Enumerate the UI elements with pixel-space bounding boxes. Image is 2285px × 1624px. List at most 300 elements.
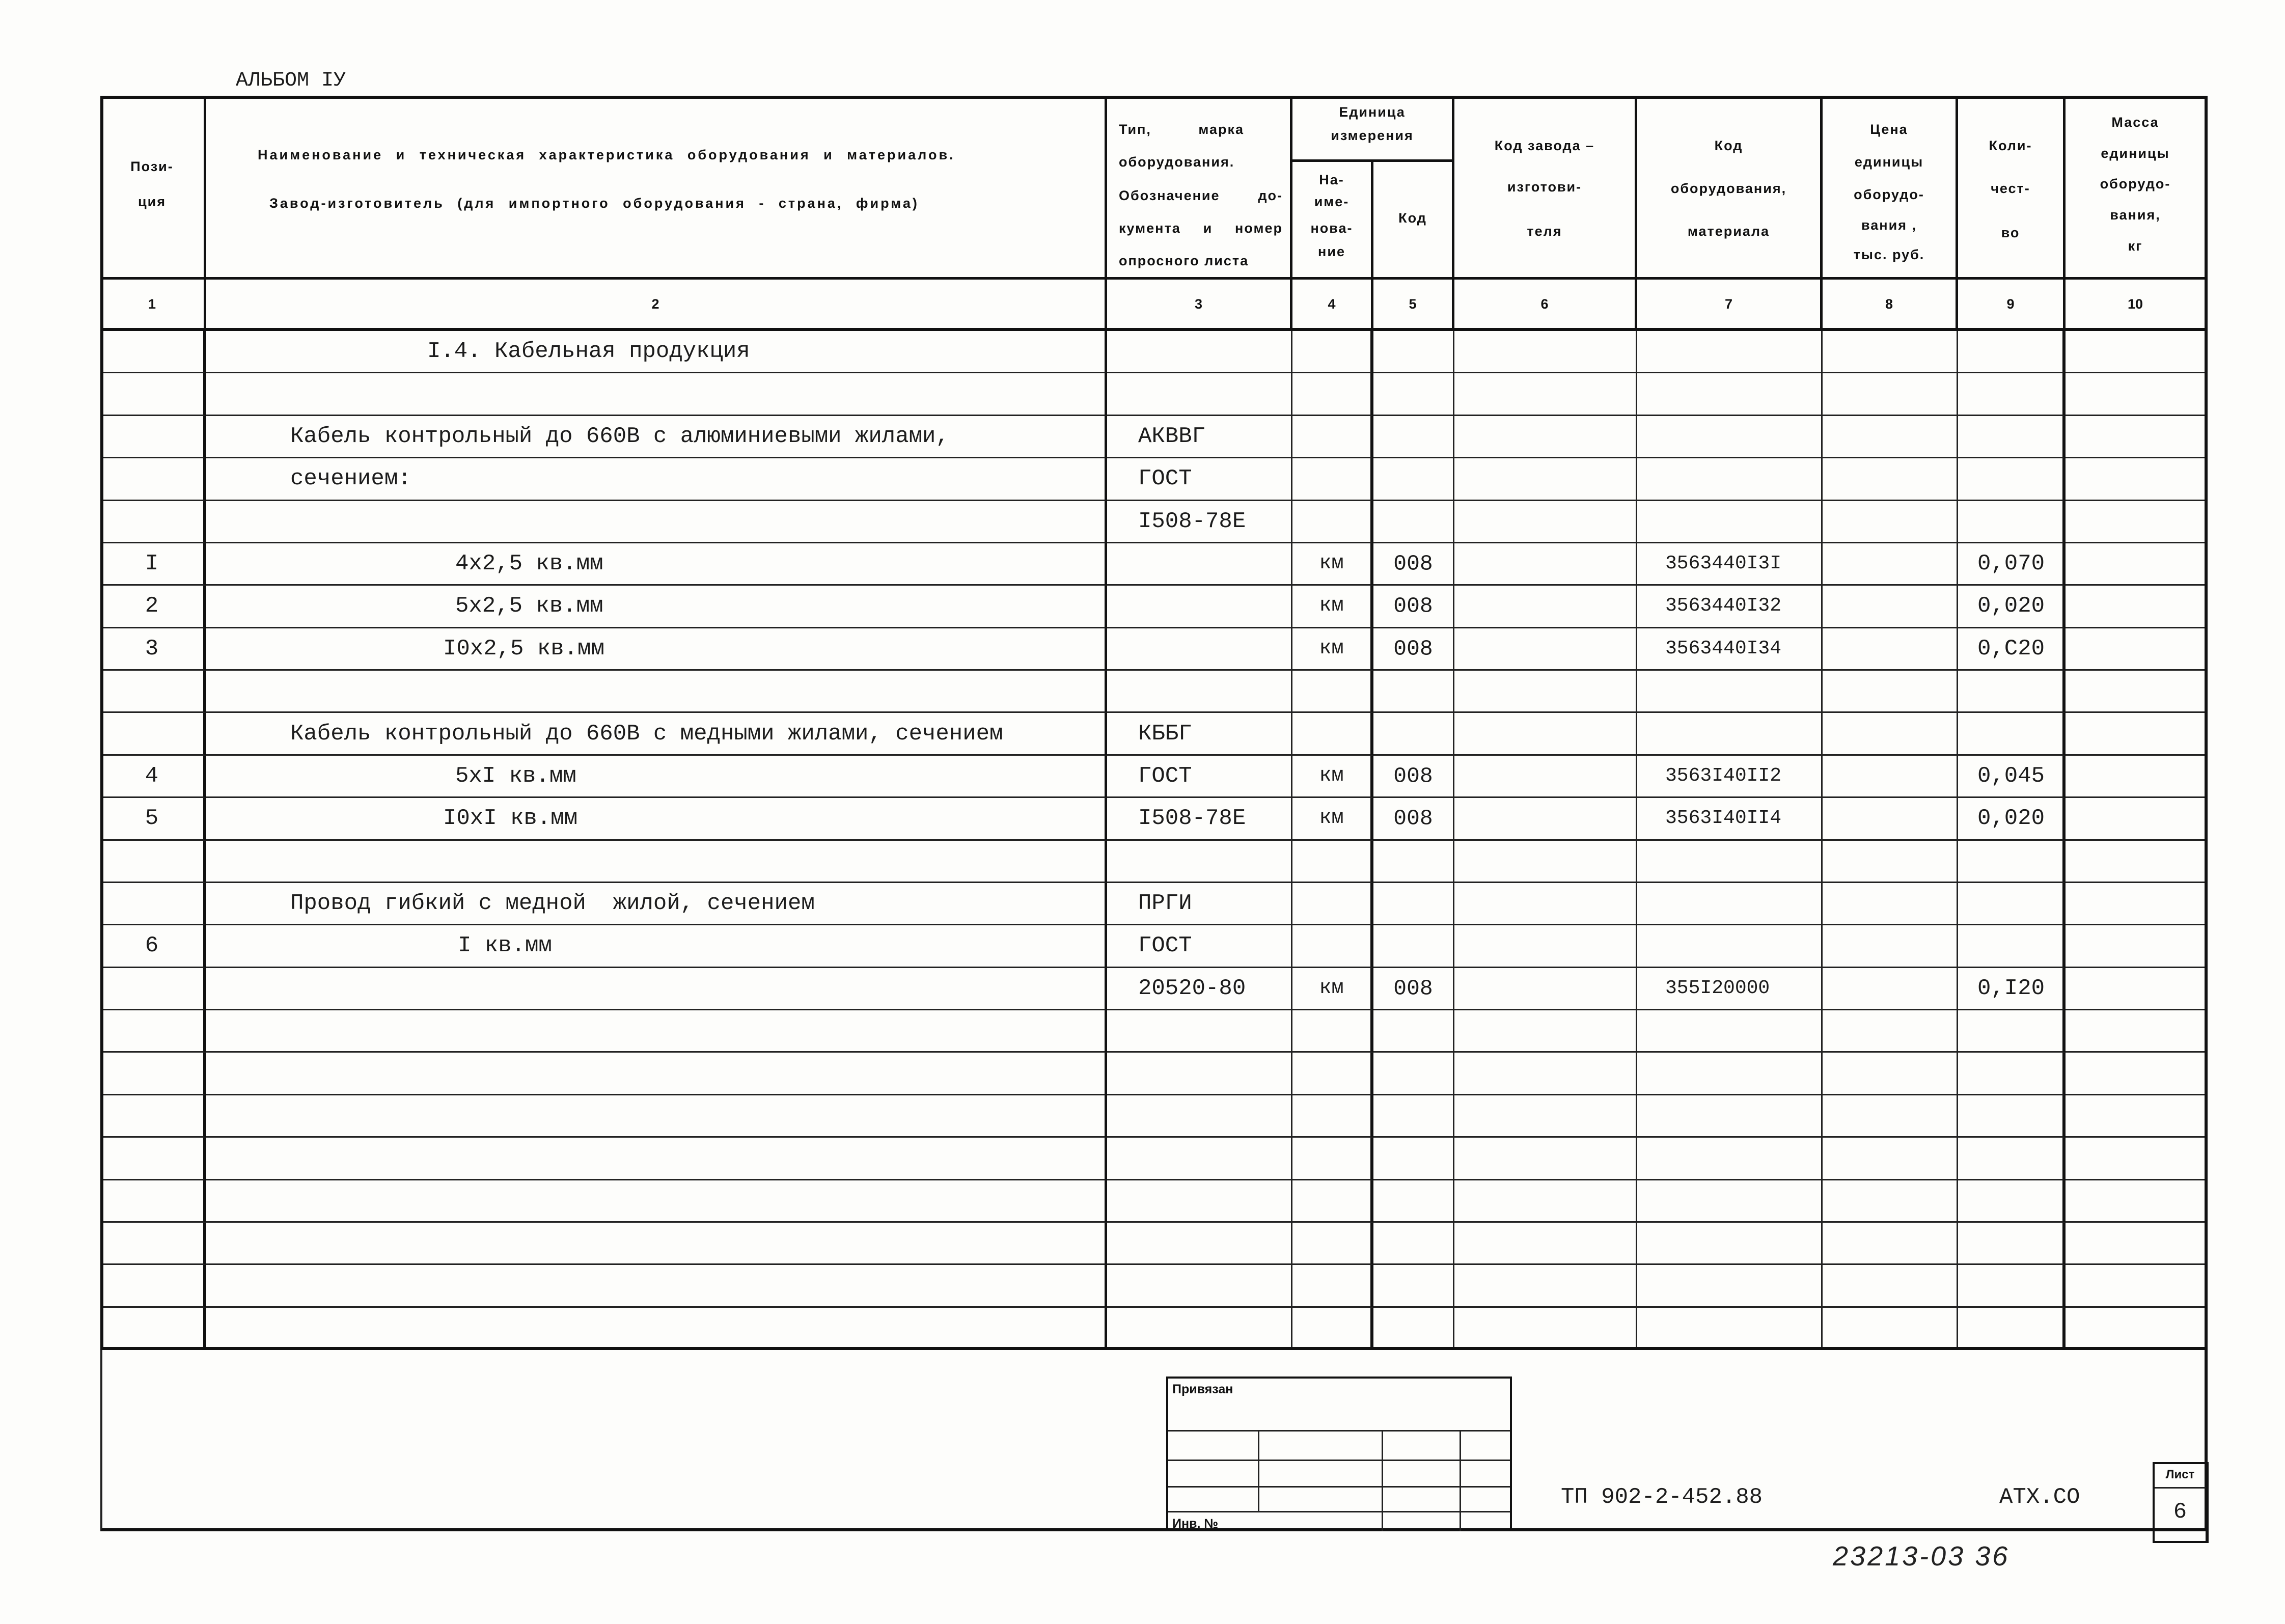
header-name: [206, 96, 1107, 280]
cell-position: [100, 925, 206, 968]
cell-item-code: [1637, 671, 1823, 713]
cell-unit-code: [1373, 841, 1454, 883]
unit-code-text: 008: [1393, 636, 1433, 662]
position-text: 2: [145, 593, 159, 619]
table-row: [100, 1138, 2208, 1180]
position-text: 5: [145, 806, 159, 832]
cell-quantity: [1958, 458, 2066, 501]
position-text: 3: [145, 636, 159, 662]
cell-unit-code: [1373, 1180, 1454, 1223]
cell-unit-code: [1373, 628, 1454, 671]
cell-position: [100, 968, 206, 1010]
cell-plant-code: [1454, 373, 1637, 416]
cell-position: [100, 331, 206, 373]
cell-mass: [2066, 501, 2208, 543]
cell-plant-code: [1454, 331, 1637, 373]
cell-price: [1823, 416, 1958, 458]
cell-position: [100, 883, 206, 925]
cell-plant-code: [1454, 798, 1637, 840]
cell-name: [206, 841, 1107, 883]
cell-plant-code: [1454, 756, 1637, 798]
header-quantity: [1958, 96, 2066, 280]
cell-mass: [2066, 925, 2208, 968]
cell-unit-code: [1373, 1308, 1454, 1350]
cell-quantity: [1958, 671, 2066, 713]
column-number: 1: [148, 296, 156, 312]
position-text: 4: [145, 763, 159, 789]
cell-item-code: [1637, 968, 1823, 1010]
cell-mass: [2066, 1265, 2208, 1307]
cell-plant-code: [1454, 1010, 1637, 1053]
cell-position: [100, 713, 206, 755]
cell-quantity: [1958, 586, 2066, 628]
cell-unit-name: [1292, 713, 1373, 755]
cell-mass: [2066, 968, 2208, 1010]
name-text: I.4. Кабельная продукция: [427, 339, 750, 365]
cell-quantity: [1958, 501, 2066, 543]
header-mass: [2066, 96, 2208, 280]
cell-plant-code: [1454, 1095, 1637, 1138]
divider: [1460, 1430, 1461, 1531]
cell-plant-code: [1454, 416, 1637, 458]
cell-item-code: [1637, 1265, 1823, 1307]
item-code-text: 3563I40II4: [1665, 807, 1782, 830]
cell-mass: [2066, 1010, 2208, 1053]
table-row: [100, 1053, 2208, 1095]
cell-mass: [2066, 1223, 2208, 1265]
table-row: [100, 1308, 2208, 1350]
table-row: [100, 458, 2208, 501]
header-unit-code-line: Код: [1398, 210, 1427, 226]
cell-unit-code: [1373, 798, 1454, 840]
cell-unit-name: [1292, 841, 1373, 883]
header-type-line: оборудования.: [1119, 154, 1235, 170]
cell-type: [1107, 925, 1292, 968]
header-unit-name-line: име-: [1314, 194, 1350, 209]
cell-unit-code: [1373, 756, 1454, 798]
cell-mass: [2066, 671, 2208, 713]
column-number-cell: [1107, 280, 1292, 331]
quantity-text: 0,C20: [1977, 636, 2045, 662]
column-number: 10: [2127, 296, 2143, 312]
cell-item-code: [1637, 925, 1823, 968]
cell-name: [206, 1180, 1107, 1223]
cell-plant-code: [1454, 501, 1637, 543]
column-number: 9: [2006, 296, 2015, 312]
cell-plant-code: [1454, 1308, 1637, 1350]
cell-unit-name: [1292, 543, 1373, 586]
cell-price: [1823, 1053, 1958, 1095]
cell-price: [1823, 798, 1958, 840]
table-row: [100, 925, 2208, 968]
header-quantity-line: Коли-: [1989, 138, 2032, 153]
cell-plant-code: [1454, 883, 1637, 925]
header-plant-code-line: Код завода –: [1494, 138, 1595, 153]
cell-price: [1823, 1265, 1958, 1307]
type-text: ГОСТ: [1138, 933, 1192, 959]
cell-type: [1107, 586, 1292, 628]
header-type-line: Обозначение до-: [1119, 188, 1283, 203]
header-price-line: вания ,: [1861, 217, 1917, 233]
unit-code-text: 008: [1393, 763, 1433, 789]
table-row: [100, 586, 2208, 628]
cell-type: [1107, 1010, 1292, 1053]
divider: [1382, 1430, 1383, 1531]
cell-mass: [2066, 543, 2208, 586]
sheet-code: АТХ.СО: [1999, 1484, 2080, 1510]
quantity-text: 0,I20: [1977, 975, 2045, 1001]
cell-mass: [2066, 798, 2208, 840]
cell-name: [206, 501, 1107, 543]
position-text: I: [145, 551, 159, 577]
cell-quantity: [1958, 756, 2066, 798]
cell-mass: [2066, 628, 2208, 671]
column-number: 3: [1194, 296, 1203, 312]
column-number-cell: [1292, 280, 1373, 331]
header-mass-line: кг: [2128, 238, 2143, 254]
column-number-cell: [100, 280, 206, 331]
cell-unit-name: [1292, 373, 1373, 416]
cell-item-code: [1637, 1095, 1823, 1138]
cell-name: [206, 1095, 1107, 1138]
album-label: АЛЬБОМ IУ: [236, 69, 346, 92]
name-text: I0х2,5 кв.мм: [443, 636, 604, 662]
cell-quantity: [1958, 1053, 2066, 1095]
cell-position: [100, 1010, 206, 1053]
cell-price: [1823, 501, 1958, 543]
quantity-text: 0,020: [1977, 806, 2045, 832]
cell-type: [1107, 458, 1292, 501]
divider: [1168, 1511, 1510, 1512]
cell-type: [1107, 1265, 1292, 1307]
type-text: КББГ: [1138, 721, 1192, 747]
cell-mass: [2066, 1095, 2208, 1138]
name-text: Кабель контрольный до 660В с медными жилами, сечением: [290, 721, 1003, 747]
handwritten-note: 23213-03 36: [1833, 1541, 2010, 1572]
cell-unit-code: [1373, 883, 1454, 925]
cell-unit-code: [1373, 501, 1454, 543]
unit-code-text: 008: [1393, 551, 1433, 576]
cell-quantity: [1958, 925, 2066, 968]
cell-quantity: [1958, 1265, 2066, 1307]
header-name-line: Наименование и техническая характеристика оборудования и материалов.: [258, 147, 955, 162]
header-plant-code: [1454, 96, 1637, 280]
column-number-cell: [1823, 280, 1958, 331]
cell-unit-name: [1292, 883, 1373, 925]
cell-position: [100, 798, 206, 840]
cell-unit-code: [1373, 373, 1454, 416]
cell-type: [1107, 501, 1292, 543]
cell-unit-code: [1373, 458, 1454, 501]
cell-unit-code: [1373, 968, 1454, 1010]
cell-item-code: [1637, 501, 1823, 543]
name-text: 5хI кв.мм: [455, 763, 576, 789]
header-plant-code-line: изготови-: [1507, 179, 1582, 195]
position-text: 6: [145, 933, 159, 959]
table-row: [100, 756, 2208, 798]
column-number-cell: [1958, 280, 2066, 331]
cell-position: [100, 543, 206, 586]
quantity-text: 0,020: [1977, 593, 2045, 619]
cell-price: [1823, 841, 1958, 883]
cell-unit-name: [1292, 756, 1373, 798]
cell-price: [1823, 586, 1958, 628]
cell-plant-code: [1454, 628, 1637, 671]
cell-mass: [2066, 713, 2208, 755]
header-quantity-line: во: [2001, 225, 2020, 240]
cell-type: [1107, 1095, 1292, 1138]
type-text: 20520-80: [1138, 975, 1246, 1001]
cell-unit-code: [1373, 586, 1454, 628]
cell-unit-code: [1373, 1138, 1454, 1180]
cell-quantity: [1958, 713, 2066, 755]
header-unit-line: измерения: [1331, 128, 1414, 143]
column-number: 4: [1328, 296, 1336, 312]
cell-position: [100, 1308, 206, 1350]
cell-unit-name: [1292, 1010, 1373, 1053]
table-row: [100, 713, 2208, 755]
cell-name: [206, 1308, 1107, 1350]
cell-position: [100, 373, 206, 416]
cell-unit-code: [1373, 1053, 1454, 1095]
header-type-line: опросного листа: [1119, 253, 1249, 268]
cell-position: [100, 586, 206, 628]
header-item-code-line: материала: [1687, 224, 1770, 239]
title-block: [100, 1350, 2208, 1531]
item-code-text: 3563I40II2: [1665, 764, 1782, 787]
cell-type: [1107, 373, 1292, 416]
column-number-cell: [1637, 280, 1823, 331]
cell-item-code: [1637, 1010, 1823, 1053]
item-code-text: 355I20000: [1665, 977, 1770, 999]
table-row: [100, 1095, 2208, 1138]
name-text: Кабель контрольный до 660В с алюминиевыми жилами,: [290, 423, 949, 449]
quantity-text: 0,045: [1977, 763, 2045, 789]
cell-item-code: [1637, 798, 1823, 840]
cell-name: [206, 756, 1107, 798]
header-price: [1823, 96, 1958, 280]
cell-item-code: [1637, 1223, 1823, 1265]
cell-name: [206, 925, 1107, 968]
cell-position: [100, 458, 206, 501]
cell-name: [206, 1010, 1107, 1053]
table-row: [100, 628, 2208, 671]
cell-quantity: [1958, 841, 2066, 883]
cell-name: [206, 1053, 1107, 1095]
cell-unit-name: [1292, 1095, 1373, 1138]
inventory-label: Инв. №: [1172, 1517, 1219, 1531]
divider: [1258, 1430, 1259, 1511]
item-code-text: 3563440I34: [1665, 637, 1782, 659]
cell-quantity: [1958, 968, 2066, 1010]
cell-unit-name: [1292, 1180, 1373, 1223]
cell-name: [206, 968, 1107, 1010]
column-number-cell: [1454, 280, 1637, 331]
header-manufacturer-line: Завод-изготовитель (для импортного оборудования - страна, фирма): [269, 196, 919, 211]
attached-stamp: [1166, 1377, 1512, 1531]
cell-unit-code: [1373, 331, 1454, 373]
cell-item-code: [1637, 416, 1823, 458]
cell-price: [1823, 1223, 1958, 1265]
cell-mass: [2066, 1308, 2208, 1350]
cell-price: [1823, 671, 1958, 713]
cell-price: [1823, 1308, 1958, 1350]
cell-type: [1107, 331, 1292, 373]
cell-type: [1107, 713, 1292, 755]
cell-type: [1107, 543, 1292, 586]
unit-name-text: км: [1319, 637, 1344, 660]
name-text: сечением:: [290, 466, 411, 492]
header-mass-line: вания,: [2110, 207, 2161, 223]
cell-item-code: [1637, 543, 1823, 586]
cell-quantity: [1958, 1095, 2066, 1138]
cell-plant-code: [1454, 1223, 1637, 1265]
header-unit-name-line: На-: [1319, 172, 1344, 187]
type-text: ГОСТ: [1138, 466, 1192, 492]
header-item-code: [1637, 96, 1823, 280]
cell-plant-code: [1454, 1265, 1637, 1307]
column-number-cell: [2066, 280, 2208, 331]
header-position-line: Пози-: [130, 159, 174, 174]
cell-type: [1107, 968, 1292, 1010]
cell-price: [1823, 925, 1958, 968]
cell-unit-code: [1373, 1265, 1454, 1307]
cell-plant-code: [1454, 925, 1637, 968]
cell-name: [206, 1265, 1107, 1307]
table-row: [100, 671, 2208, 713]
cell-quantity: [1958, 543, 2066, 586]
cell-unit-code: [1373, 416, 1454, 458]
cell-name: [206, 1138, 1107, 1180]
cell-unit-code: [1373, 925, 1454, 968]
sheet-box: [2153, 1462, 2209, 1543]
cell-mass: [2066, 841, 2208, 883]
cell-item-code: [1637, 883, 1823, 925]
cell-quantity: [1958, 1223, 2066, 1265]
unit-name-text: км: [1319, 807, 1344, 830]
cell-price: [1823, 968, 1958, 1010]
header-price-line: тыс. руб.: [1853, 247, 1925, 262]
cell-position: [100, 1265, 206, 1307]
cell-type: [1107, 1053, 1292, 1095]
cell-unit-name: [1292, 416, 1373, 458]
column-number-cell: [206, 280, 1107, 331]
sheet-label: Лист: [2165, 1468, 2195, 1481]
cell-plant-code: [1454, 671, 1637, 713]
column-number: 6: [1540, 296, 1549, 312]
cell-name: [206, 373, 1107, 416]
type-text: I508-78Е: [1138, 508, 1246, 534]
table-row: [100, 543, 2208, 586]
cell-quantity: [1958, 1138, 2066, 1180]
specification-table: [100, 96, 2208, 1350]
cell-item-code: [1637, 628, 1823, 671]
table-row: [100, 968, 2208, 1010]
header-unit-line: Единица: [1339, 104, 1406, 120]
cell-plant-code: [1454, 841, 1637, 883]
cell-name: [206, 543, 1107, 586]
cell-position: [100, 841, 206, 883]
header-quantity-line: чест-: [1991, 181, 2030, 196]
cell-name: [206, 798, 1107, 840]
unit-code-text: 008: [1393, 806, 1433, 831]
name-text: 5х2,5 кв.мм: [455, 593, 603, 619]
cell-type: [1107, 1180, 1292, 1223]
cell-item-code: [1637, 756, 1823, 798]
cell-plant-code: [1454, 543, 1637, 586]
cell-mass: [2066, 458, 2208, 501]
cell-type: [1107, 756, 1292, 798]
cell-type: [1107, 841, 1292, 883]
table-row: [100, 841, 2208, 883]
cell-mass: [2066, 373, 2208, 416]
header-unit-name-line: нова-: [1310, 221, 1353, 236]
cell-quantity: [1958, 416, 2066, 458]
type-text: АКВВГ: [1138, 423, 1206, 449]
type-text: ПРГИ: [1138, 891, 1192, 917]
cell-unit-name: [1292, 1265, 1373, 1307]
header-item-code-line: Код: [1714, 138, 1743, 153]
column-number: 8: [1885, 296, 1893, 312]
cell-name: [206, 671, 1107, 713]
cell-quantity: [1958, 331, 2066, 373]
cell-type: [1107, 1223, 1292, 1265]
cell-price: [1823, 458, 1958, 501]
cell-price: [1823, 1180, 1958, 1223]
name-text: I кв.мм: [458, 933, 552, 959]
divider: [1168, 1460, 1510, 1461]
cell-unit-name: [1292, 458, 1373, 501]
cell-type: [1107, 1308, 1292, 1350]
header-position-line: ция: [138, 194, 166, 209]
table-body: [100, 331, 2208, 1350]
cell-unit-name: [1292, 628, 1373, 671]
type-text: I508-78Е: [1138, 806, 1246, 832]
cell-item-code: [1637, 841, 1823, 883]
unit-name-text: км: [1319, 976, 1344, 1000]
cell-unit-code: [1373, 1010, 1454, 1053]
cell-item-code: [1637, 1138, 1823, 1180]
cell-name: [206, 416, 1107, 458]
cell-mass: [2066, 756, 2208, 798]
cell-plant-code: [1454, 458, 1637, 501]
header-price-line: оборудо-: [1854, 187, 1924, 202]
cell-unit-name: [1292, 798, 1373, 840]
cell-type: [1107, 671, 1292, 713]
table-row: [100, 416, 2208, 458]
cell-unit-code: [1373, 543, 1454, 586]
column-number-cell: [1373, 280, 1454, 331]
cell-item-code: [1637, 586, 1823, 628]
table-row: [100, 373, 2208, 416]
cell-name: [206, 586, 1107, 628]
cell-plant-code: [1454, 1180, 1637, 1223]
cell-quantity: [1958, 1308, 2066, 1350]
cell-price: [1823, 1010, 1958, 1053]
header-plant-code-line: теля: [1527, 224, 1562, 239]
cell-mass: [2066, 586, 2208, 628]
cell-name: [206, 883, 1107, 925]
cell-mass: [2066, 1180, 2208, 1223]
column-number: 5: [1409, 296, 1417, 312]
table-row: [100, 331, 2208, 373]
cell-unit-name: [1292, 1053, 1373, 1095]
table-row: [100, 501, 2208, 543]
cell-unit-name: [1292, 671, 1373, 713]
cell-price: [1823, 331, 1958, 373]
cell-quantity: [1958, 1180, 2066, 1223]
cell-type: [1107, 416, 1292, 458]
